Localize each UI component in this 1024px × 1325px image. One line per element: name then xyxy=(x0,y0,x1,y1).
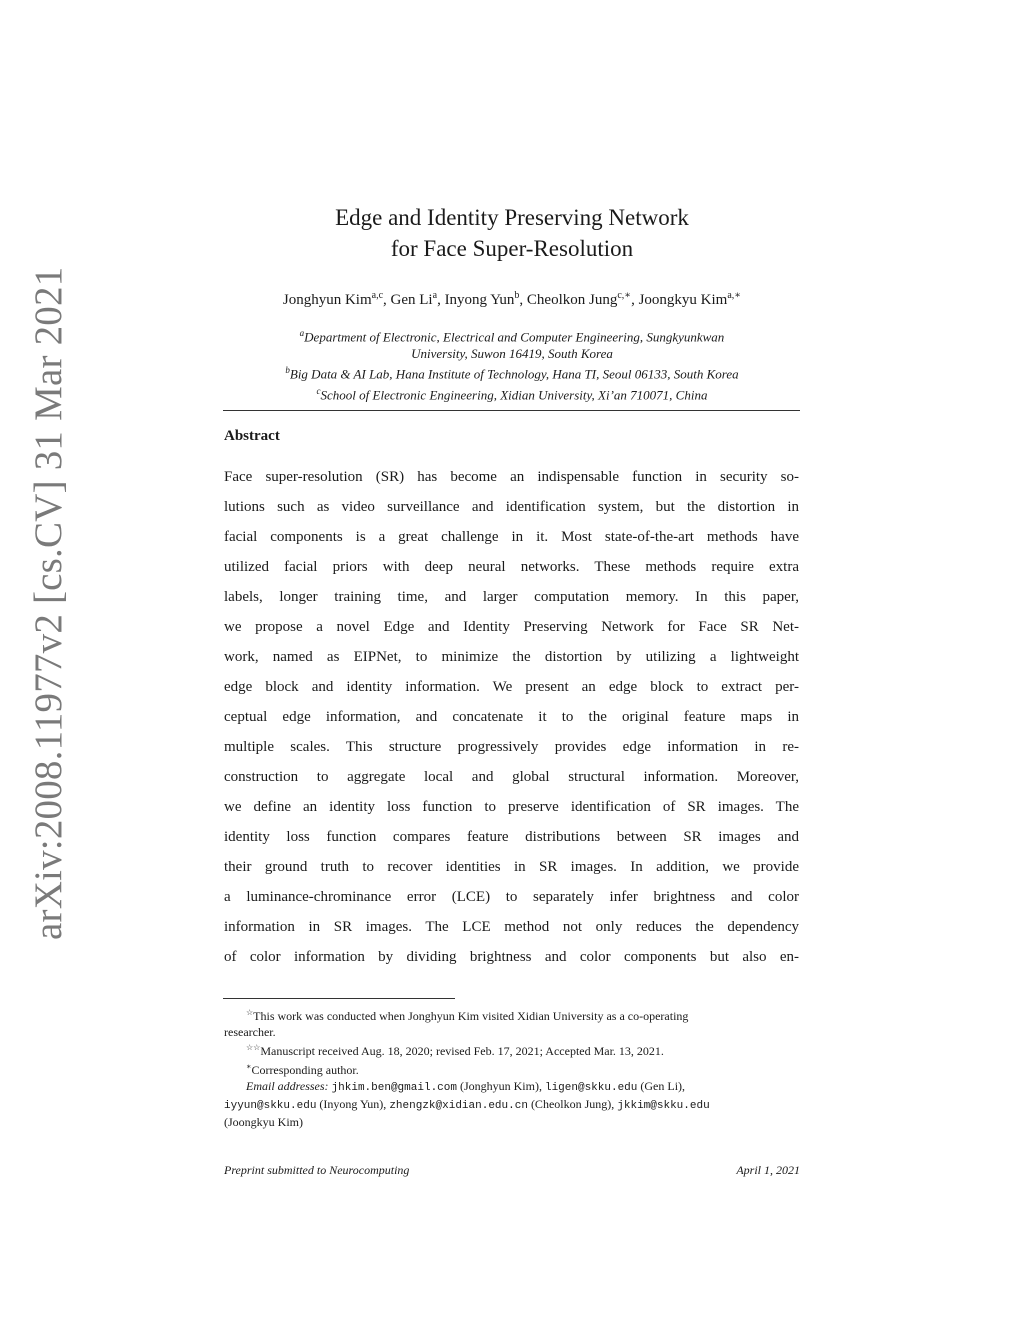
affiliations xyxy=(200,325,824,403)
author-separator: , xyxy=(383,292,391,308)
footnote-text: This work was conducted when Jonghyun Kim visited Xidian University as a co-operating xyxy=(253,1009,689,1023)
email-link[interactable]: jkkim@skku.edu xyxy=(617,1100,710,1112)
abstract-body xyxy=(224,462,799,972)
footnote-star-cont: researcher. xyxy=(224,1025,276,1039)
footnote-divider xyxy=(223,998,455,999)
footnote-emails-cont xyxy=(224,1096,800,1114)
affiliation-a-cont: University, Suwon 16419, South Korea xyxy=(411,346,613,362)
author-name: Jonghyun Kim xyxy=(282,292,372,308)
preprint-footer xyxy=(224,1163,800,1178)
affiliation-text: Big Data & AI Lab, Hana Institute of Technology, Hana TI, Seoul 06133, South Korea xyxy=(289,366,739,382)
author-affil-mark: b xyxy=(514,290,520,301)
abstract-line: edge block and identity information. We present an edge block to extract per- xyxy=(224,679,799,695)
abstract-line: their ground truth to recover identities in SR images. In addition, we provide xyxy=(224,859,799,875)
author-affil-mark: a,c xyxy=(371,290,384,301)
abstract-line: identity loss function compares feature distributions between SR images and xyxy=(224,829,799,845)
author-name: Joongkyu Kim xyxy=(638,292,728,308)
author-separator: , xyxy=(519,292,527,308)
abstract-line: multiple scales. This structure progressively provides edge information in re- xyxy=(224,739,799,755)
footnote-dstar xyxy=(224,1040,800,1059)
author-separator: , xyxy=(437,292,445,308)
abstract-line: facial components is a great challenge in it. Most state-of-the-art methods have xyxy=(224,529,799,545)
author-separator: , xyxy=(631,292,639,308)
preprint-date: April 1, 2021 xyxy=(736,1163,800,1177)
abstract-line: we propose a novel Edge and Identity Preserving Network for Face SR Net- xyxy=(224,619,799,635)
email-link[interactable]: ligen@skku.edu xyxy=(544,1082,638,1094)
author-name: Gen Li xyxy=(390,292,433,308)
author-list xyxy=(200,290,824,309)
abstract-line: lutions such as video surveillance and identification system, but the distortion in xyxy=(224,499,799,515)
email-link[interactable]: iyyun@skku.edu xyxy=(224,1100,317,1112)
email-link[interactable]: zhengzk@xidian.edu.cn xyxy=(389,1100,528,1112)
abstract-line: ceptual edge information, and concatenate it to the original feature maps in xyxy=(224,709,799,725)
star-mark: ☆ xyxy=(246,1008,254,1017)
asterisk-mark: ∗ xyxy=(246,1062,252,1071)
author-name: Inyong Yun xyxy=(444,292,515,308)
affiliation-c xyxy=(200,383,824,403)
abstract-line: construction to aggregate local and global structural information. Moreover, xyxy=(224,769,799,785)
abstract-line: utilized facial priors with deep neural networks. These methods require extra xyxy=(224,559,799,575)
abstract-line: labels, longer training time, and larger computation memory. In this paper, xyxy=(224,589,799,605)
author-affil-mark: a xyxy=(432,290,438,301)
abstract-line: a luminance-chrominance error (LCE) to separately infer brightness and color xyxy=(224,889,799,905)
arxiv-side-identifier: arXiv:2008.11977v2 [cs.CV] 31 Mar 2021 xyxy=(27,266,70,940)
affiliation-text: Department of Electronic, Electrical and Computer Engineering, Sungkyunkwan xyxy=(304,329,725,345)
email-owner: (Cheolkon Jung), xyxy=(527,1097,618,1111)
abstract-line: we define an identity loss function to preserve identification of SR images. The xyxy=(224,799,799,815)
preprint-journal: Preprint submitted to Neurocomputing xyxy=(224,1163,410,1177)
email-owner: (Gen Li), xyxy=(637,1079,686,1093)
author-affil-mark: c,∗ xyxy=(617,290,632,301)
affiliation-mark: a xyxy=(299,328,305,338)
footnote-text: Manuscript received Aug. 18, 2020; revised Feb. 17, 2021; Accepted Mar. 13, 2021. xyxy=(260,1044,664,1058)
abstract-line: of color information by dividing brightness and color components but also en- xyxy=(224,949,799,965)
author-name: Cheolkon Jung xyxy=(526,292,618,308)
footnotes xyxy=(224,1005,800,1130)
email-link[interactable]: jhkim.ben@gmail.com xyxy=(331,1082,457,1094)
abstract-line: work, named as EIPNet, to minimize the distortion by utilizing a lightweight xyxy=(224,649,799,665)
footnote-star xyxy=(224,1005,800,1024)
header-divider xyxy=(223,410,800,411)
title-line-1: Edge and Identity Preserving Network xyxy=(335,205,689,230)
footnote-text: Corresponding author. xyxy=(251,1063,359,1077)
abstract-line: Face super-resolution (SR) has become an indispensable function in security so- xyxy=(224,469,799,485)
double-star-mark: ☆☆ xyxy=(246,1043,261,1052)
paper-title xyxy=(200,202,824,264)
affiliation-a xyxy=(200,325,824,345)
footnote-emails xyxy=(224,1078,800,1096)
abstract-heading: Abstract xyxy=(224,428,280,444)
affiliation-mark: c xyxy=(316,385,321,396)
affiliation-b xyxy=(200,362,824,382)
abstract-line: information in SR images. The LCE method not only reduces the dependency xyxy=(224,919,799,935)
footnote-emails-cont-2: (Joongkyu Kim) xyxy=(224,1115,303,1129)
email-owner: (Inyong Yun), xyxy=(316,1097,390,1111)
email-owner: (Jonghyun Kim), xyxy=(456,1079,545,1093)
author-affil-mark: a,∗ xyxy=(727,290,742,301)
footnote-corresponding xyxy=(224,1059,800,1078)
affiliation-text: School of Electronic Engineering, Xidian University, Xi’an 710071, China xyxy=(320,386,708,402)
email-label: Email addresses: xyxy=(246,1079,329,1093)
affiliation-mark: b xyxy=(285,365,290,376)
title-line-2: for Face Super-Resolution xyxy=(390,236,634,261)
